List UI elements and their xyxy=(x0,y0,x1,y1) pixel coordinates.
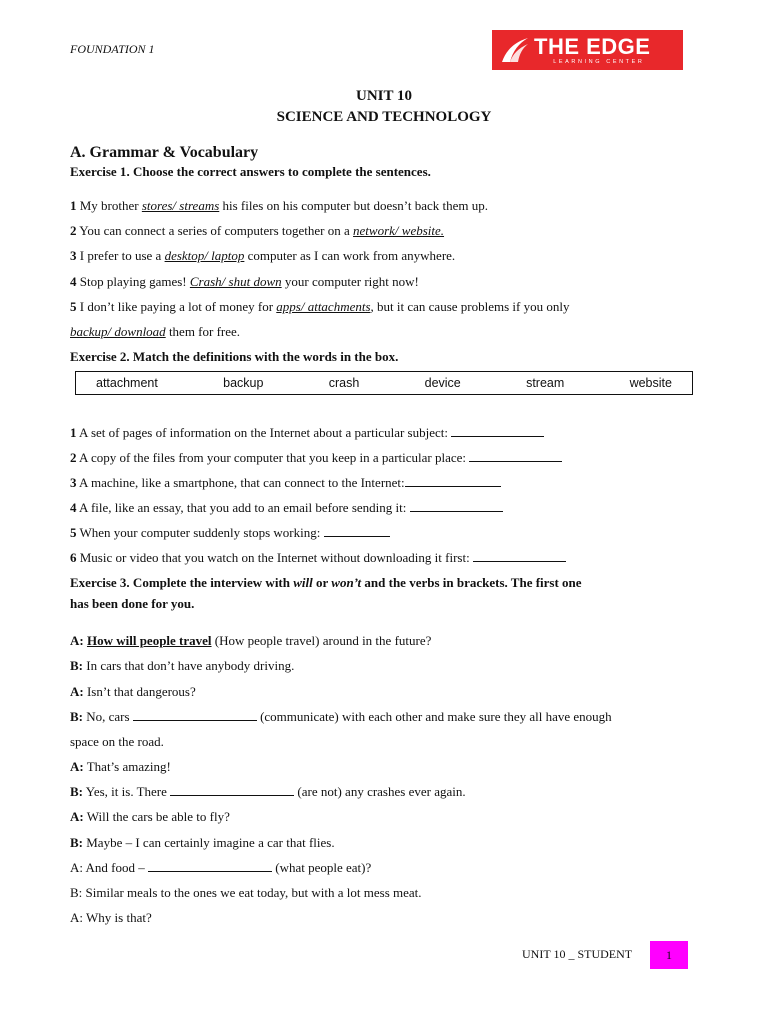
word-box xyxy=(75,371,693,395)
exercise-1-instruction: . Choose the correct answers to complete the sentences. xyxy=(126,164,431,179)
dialogue-line: B: In cars that don’t have anybody driving. xyxy=(70,658,295,673)
dialogue-line: A: Isn’t that dangerous? xyxy=(70,684,196,699)
example-answer: How will people travel xyxy=(86,633,212,648)
exercise-1-heading xyxy=(70,164,431,180)
ex1-item: 4 Stop playing games! Crash/ shut down your computer right now! xyxy=(70,274,419,289)
course-label: FOUNDATION 1 xyxy=(70,42,155,56)
answer-blank[interactable] xyxy=(451,425,544,437)
ex1-item: 3 I prefer to use a desktop/ laptop computer as I can work from anywhere. xyxy=(70,248,456,263)
ex2-item: 5 When your computer suddenly stops working: xyxy=(70,524,710,541)
answer-blank[interactable] xyxy=(473,550,566,562)
page-number: 1 xyxy=(650,941,688,969)
logo-title: THE EDGE xyxy=(534,33,651,59)
exercise-1-label: Exercise 1 xyxy=(70,164,127,179)
choice-option[interactable]: desktop/ laptop xyxy=(164,248,245,263)
answer-blank[interactable] xyxy=(324,525,390,537)
choice-option[interactable]: Crash/ shut down xyxy=(189,274,282,289)
ex1-item: 2 You can connect a series of computers together on a network/ website. xyxy=(70,223,445,238)
unit-title: UNIT 10 xyxy=(356,88,412,104)
section-heading: A. Grammar & Vocabulary xyxy=(70,144,259,161)
word-box-item: attachment xyxy=(96,376,158,390)
choice-option[interactable]: network/ website. xyxy=(353,223,445,238)
unit-topic: SCIENCE AND TECHNOLOGY xyxy=(276,109,492,125)
ex2-item: 1 A set of pages of information on the Internet about a particular subject: xyxy=(70,424,710,441)
exercise-3-heading-cont: has been done for you. xyxy=(70,596,195,611)
dialogue-line: B: Yes, it is. There (are not) any crashes ever again. xyxy=(70,784,466,799)
answer-blank[interactable] xyxy=(405,475,501,487)
ex2-item: 6 Music or video that you watch on the Internet without downloading it first: xyxy=(70,549,710,566)
ex2-item: 2 A copy of the files from your computer that you keep in a particular place: xyxy=(70,449,710,466)
exercise-3-heading: Exercise 3. Complete the interview with will or won’t and the verbs in brackets. The first one xyxy=(70,575,582,590)
word-box-item: backup xyxy=(223,376,264,390)
ex1-item: 1 My brother stores/ streams his files on his computer but doesn’t back them up. xyxy=(70,198,489,213)
answer-blank[interactable] xyxy=(469,450,562,462)
word-box-item: crash xyxy=(328,376,360,390)
logo-swoosh-icon xyxy=(492,30,532,70)
dialogue-line: A: That’s amazing! xyxy=(70,759,171,774)
answer-blank[interactable] xyxy=(133,709,257,721)
logo-subtitle: LEARNING CENTER xyxy=(553,58,645,65)
dialogue-line-continued: space on the road. xyxy=(70,734,164,749)
dialogue-line: A: Will the cars be able to fly? xyxy=(70,809,230,824)
answer-blank[interactable] xyxy=(410,500,503,512)
dialogue-line: B: Similar meals to the ones we eat today, but with a lot mess meat. xyxy=(70,885,422,900)
dialogue-line: A: And food – (what people eat)? xyxy=(70,860,372,875)
dialogue-line: A: Why is that? xyxy=(70,910,152,925)
word-box-item: stream xyxy=(526,376,565,390)
dialogue-line: B: Maybe – I can certainly imagine a car that flies. xyxy=(70,835,335,850)
footer-label: UNIT 10 _ STUDENT xyxy=(522,947,633,961)
word-box-item: device xyxy=(424,376,461,390)
choice-option[interactable]: backup/ download xyxy=(70,324,166,339)
answer-blank[interactable] xyxy=(148,860,272,872)
choice-option[interactable]: stores/ streams xyxy=(141,198,220,213)
ex1-item-continued: backup/ download them for free. xyxy=(70,324,241,339)
choice-option[interactable]: apps/ attachments xyxy=(276,299,371,314)
answer-blank[interactable] xyxy=(170,784,294,796)
ex2-item: 4 A file, like an essay, that you add to an email before sending it: xyxy=(70,499,710,516)
ex1-item: 5 I don’t like paying a lot of money for apps/ attachments, but it can cause problems if you only xyxy=(70,299,570,314)
ex2-item: 3 A machine, like a smartphone, that can connect to the Internet: xyxy=(70,474,710,491)
the-edge-logo xyxy=(492,30,683,70)
dialogue-line: A: How will people travel (How people travel) around in the future? xyxy=(70,633,432,648)
dialogue-line: B: No, cars (communicate) with each other and make sure they all have enough xyxy=(70,709,612,724)
word-box-item: website xyxy=(629,376,672,390)
exercise-2-heading: Exercise 2. Match the definitions with the words in the box. xyxy=(70,349,399,364)
